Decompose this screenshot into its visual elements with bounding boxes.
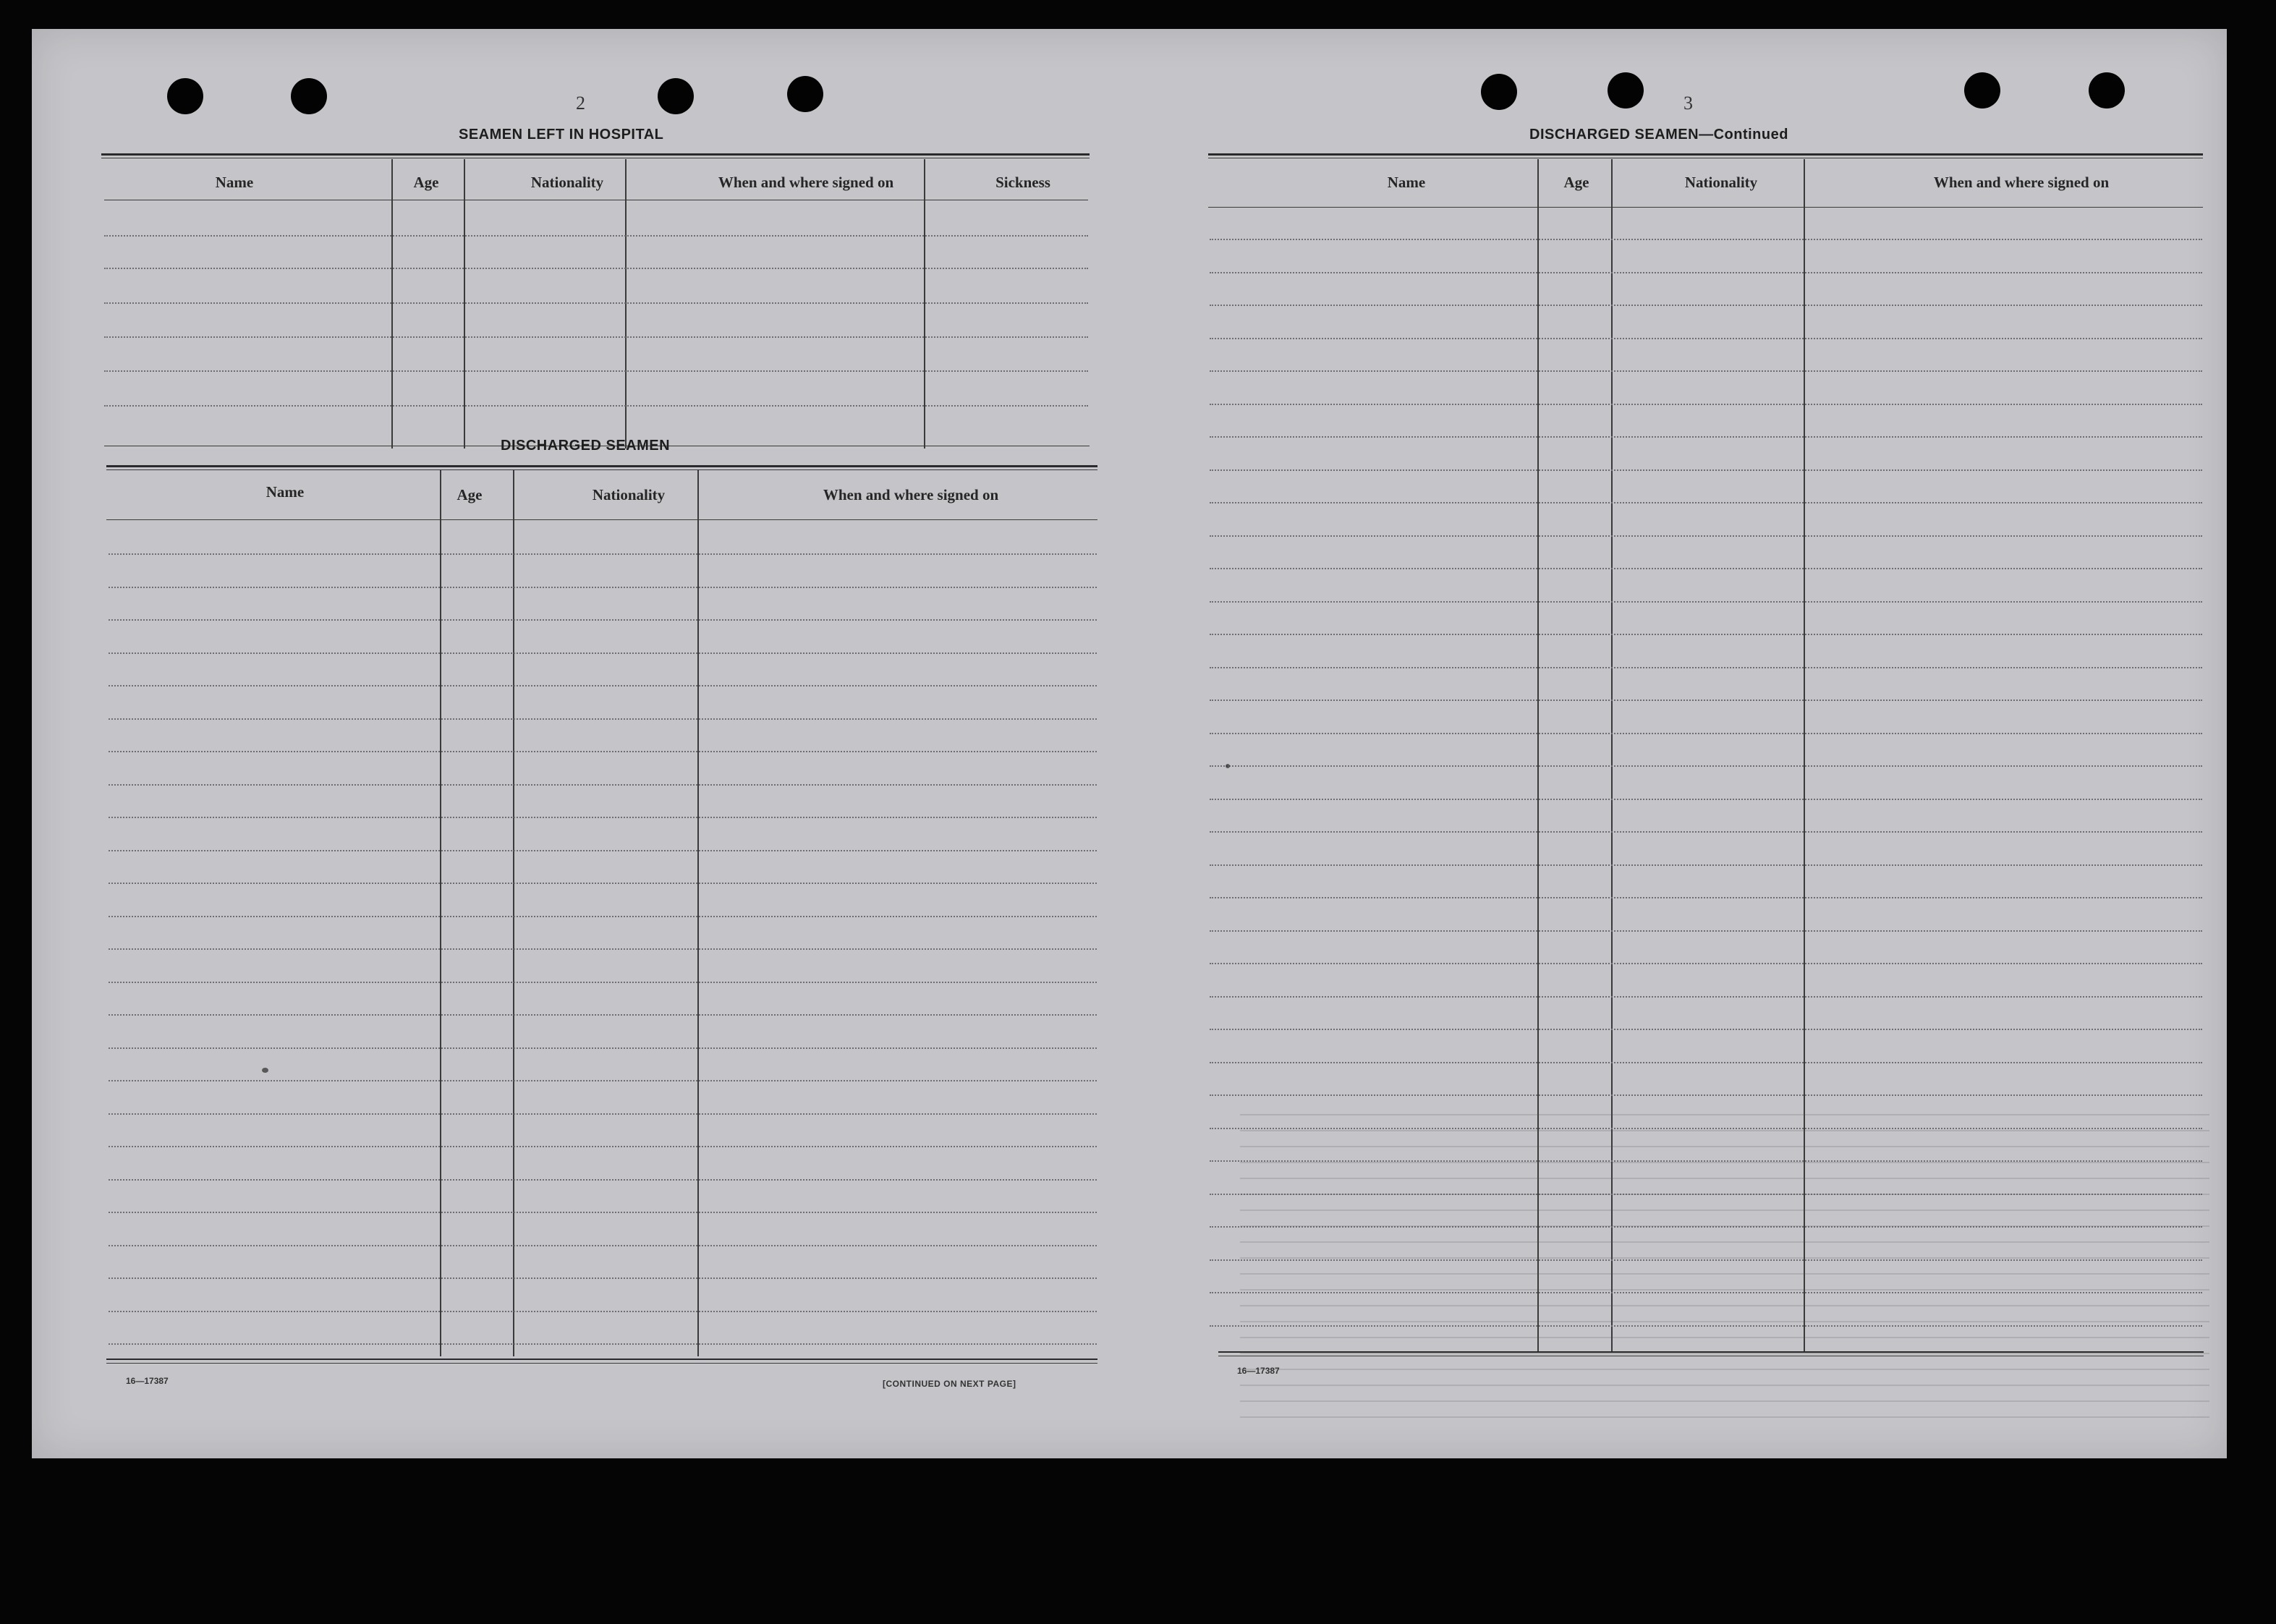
- table-top-rule: [106, 469, 1097, 470]
- column-divider: [513, 470, 514, 1356]
- discharged-title: DISCHARGED SEAMEN: [501, 438, 671, 454]
- entry-line: [1210, 799, 2202, 800]
- entry-line: [104, 302, 1088, 304]
- form-number: 16—17387: [1237, 1366, 1280, 1376]
- column-header-nationality: Nationality: [1684, 174, 1758, 191]
- table-top-rule: [106, 465, 1097, 467]
- entry-line: [109, 1311, 1097, 1312]
- header-rule: [1208, 207, 2203, 208]
- punch-hole: [2089, 72, 2125, 109]
- entry-line: [109, 982, 1097, 983]
- entry-line: [109, 1212, 1097, 1213]
- entry-line: [109, 784, 1097, 786]
- entry-line: [1210, 370, 2202, 372]
- entry-line: [1210, 305, 2202, 306]
- column-header-name: Name: [266, 483, 305, 501]
- column-header-age: Age: [1563, 174, 1589, 191]
- entry-line: [1210, 535, 2202, 537]
- entry-line: [104, 370, 1088, 372]
- column-header-age: Age: [457, 486, 483, 503]
- entry-line: [109, 553, 1097, 555]
- entry-line: [109, 817, 1097, 818]
- entry-line: [109, 718, 1097, 720]
- entry-line: [104, 336, 1088, 338]
- table-bottom-rule: [1218, 1351, 2204, 1353]
- entry-line: [109, 850, 1097, 851]
- punch-hole: [658, 78, 694, 114]
- entry-line: [109, 1179, 1097, 1181]
- entry-line: [1210, 700, 2202, 701]
- column-header-nationality: Nationality: [592, 486, 666, 503]
- header-rule: [106, 519, 1097, 520]
- entry-line: [109, 916, 1097, 917]
- page-number: 2: [576, 93, 585, 114]
- entry-line: [1210, 1094, 2202, 1096]
- entry-line: [109, 1113, 1097, 1115]
- entry-line: [1210, 930, 2202, 932]
- entry-line: [1210, 502, 2202, 503]
- punch-hole: [1964, 72, 2000, 109]
- page-number: 3: [1683, 93, 1693, 114]
- entry-line: [109, 1146, 1097, 1147]
- column-header-signed-on: When and where signed on: [823, 486, 999, 503]
- entry-line: [1210, 272, 2202, 273]
- entry-line: [109, 619, 1097, 621]
- entry-line: [1210, 634, 2202, 635]
- entry-line: [104, 235, 1088, 237]
- hospital-title: SEAMEN LEFT IN HOSPITAL: [459, 127, 664, 143]
- column-header-age: Age: [413, 174, 439, 191]
- discharged-continued-title: DISCHARGED SEAMEN—Continued: [1529, 127, 1788, 143]
- table-top-rule: [1208, 153, 2203, 156]
- entry-line: [109, 1277, 1097, 1279]
- entry-line: [109, 1047, 1097, 1049]
- entry-line: [1210, 733, 2202, 734]
- entry-line: [1210, 996, 2202, 998]
- entry-line: [109, 587, 1097, 588]
- column-header-nationality: Nationality: [530, 174, 604, 191]
- entry-line: [1210, 765, 2202, 767]
- entry-line: [1210, 404, 2202, 405]
- entry-line: [109, 948, 1097, 950]
- table-bottom-rule: [106, 1359, 1097, 1360]
- entry-line: [1210, 601, 2202, 603]
- entry-line: [109, 1014, 1097, 1016]
- entry-line: [1210, 239, 2202, 240]
- entry-line: [1210, 963, 2202, 964]
- entry-line: [109, 751, 1097, 752]
- entry-line: [104, 405, 1088, 407]
- punch-hole: [787, 76, 823, 112]
- entry-line: [1210, 831, 2202, 833]
- punch-hole: [291, 78, 327, 114]
- punch-hole: [1481, 74, 1517, 110]
- entry-line: [1210, 469, 2202, 471]
- column-header-signed-on: When and where signed on: [718, 174, 894, 191]
- column-header-signed-on: When and where signed on: [1933, 174, 2110, 191]
- continued-note: [CONTINUED ON NEXT PAGE]: [883, 1379, 1016, 1389]
- entry-line: [1210, 338, 2202, 339]
- entry-line: [1210, 667, 2202, 668]
- table-bottom-rule: [106, 1363, 1097, 1364]
- form-number: 16—17387: [126, 1376, 169, 1386]
- entry-line: [109, 652, 1097, 654]
- column-header-sickness: Sickness: [995, 174, 1050, 191]
- entry-line: [109, 1245, 1097, 1246]
- entry-line: [1210, 1062, 2202, 1063]
- entry-line: [1210, 568, 2202, 569]
- column-divider: [440, 470, 441, 1356]
- entry-line: [109, 1080, 1097, 1081]
- table-top-rule: [101, 153, 1090, 156]
- entry-line: [104, 268, 1088, 269]
- punch-hole: [1608, 72, 1644, 109]
- punch-hole: [167, 78, 203, 114]
- entry-line: [109, 1343, 1097, 1345]
- entry-line: [1210, 436, 2202, 438]
- entry-line: [1210, 1029, 2202, 1030]
- entry-line: [1210, 864, 2202, 866]
- column-header-name: Name: [1387, 174, 1426, 191]
- entry-line: [109, 685, 1097, 686]
- column-divider: [697, 470, 699, 1356]
- column-header-name: Name: [215, 174, 254, 191]
- entry-line: [1210, 897, 2202, 898]
- document-sheet: [32, 29, 2227, 1458]
- ink-speck: [262, 1068, 268, 1073]
- bleed-through-text: [1240, 1100, 2209, 1418]
- ink-speck: [1226, 764, 1230, 768]
- entry-line: [109, 883, 1097, 884]
